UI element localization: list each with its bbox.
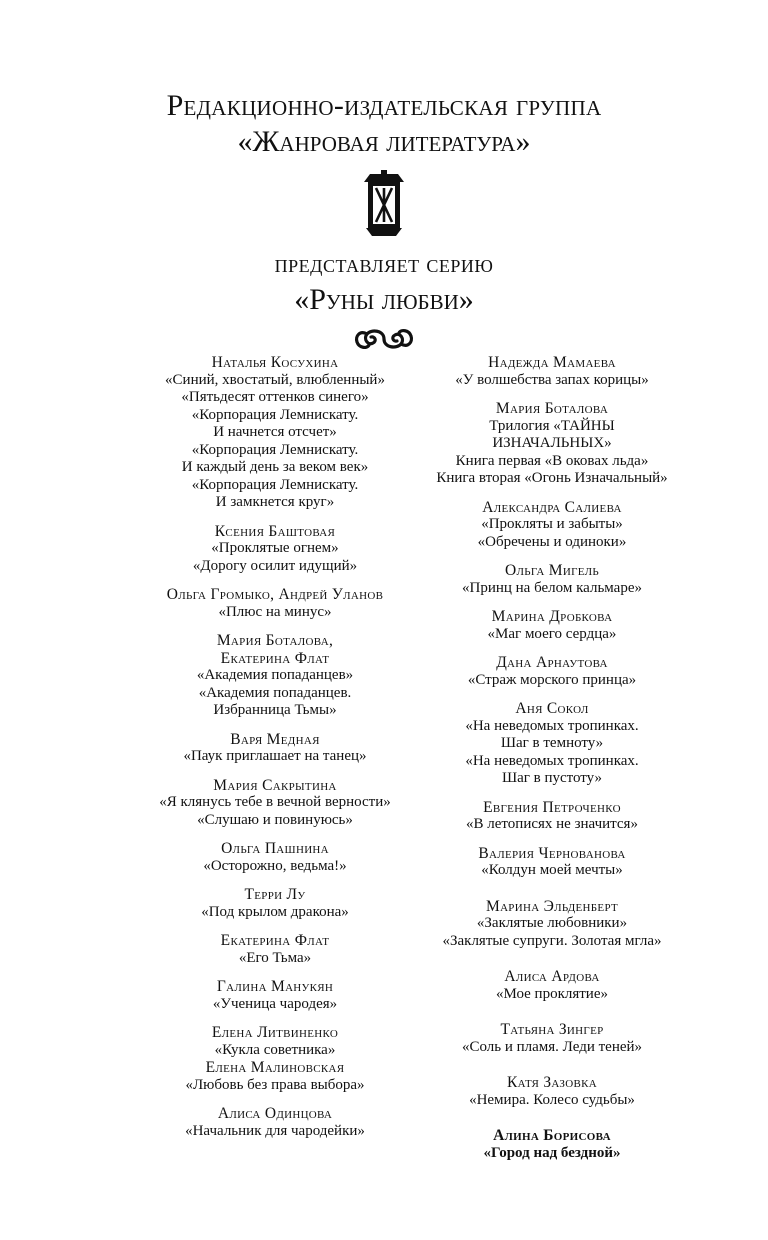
book-title: Книга вторая «Огонь Изначальный» [436,470,668,486]
catalog-entry [100,731,450,766]
author-name: Валерия Чернованова [478,844,626,862]
book-title: «Корпорация Лемнискату. [191,476,359,493]
left-column [100,354,450,1151]
publisher-title-line1: Редакционно-издательская группа [166,89,602,122]
catalog-entry [100,932,450,967]
book-title: «Корпорация Лемнискату. [191,441,359,458]
book-title: «Заклятые любовники» [476,915,628,931]
book-title: «Соль и пламя. Леди теней» [461,1038,643,1055]
catalog-entry [402,499,702,552]
author-name: Ольга Мигель [505,562,599,579]
author-name: Алина Борисова [493,1127,611,1144]
author-name: Евгения Петроченко [483,798,621,816]
catalog-entry [100,586,450,621]
author-name: Екатерина Флат [220,932,330,949]
header [0,88,768,352]
book-title: «Немира. Колесо судьбы» [469,1091,635,1108]
book-title: «Осторожно, ведьма!» [203,857,347,874]
author-name: Варя Медная [230,730,320,748]
book-title: Книга первая «В оковах льда» [455,452,649,469]
catalog-entry [402,1074,702,1109]
book-title: И замкнется круг» [215,494,335,510]
book-title: «Дорогу осилит идущий» [192,557,358,574]
catalog-entry [402,1021,702,1056]
book-title: «Начальник для чародейки» [185,1122,365,1139]
book-title: «Мое проклятие» [496,985,608,1002]
author-name: Марина Дробкова [491,608,613,625]
book-title: «На неведомых тропинках. [465,717,639,734]
catalog-entry [100,523,450,576]
author-name: Ольга Громыко, Андрей Уланов [166,586,384,603]
book-title: «Обречены и одиноки» [477,533,627,550]
author-name: Терри Лу [244,886,306,903]
catalog-entry [402,654,702,689]
book-title: «Академия попаданцев. [198,684,352,701]
lantern-logo-icon [360,170,408,236]
presents-series-label: представляет серию [274,251,494,278]
book-title: Шаг в темноту» [500,735,604,751]
catalog-entry [402,845,702,880]
book-title: «Синий, хвостатый, влюбленный» [165,371,385,388]
series-title: «Руны любви» [294,283,474,316]
book-title: «На неведомых тропинках. [465,752,639,769]
book-title: «Прокляты и забыты» [481,516,623,532]
author-name: Александра Салиева [482,498,622,516]
author-name: Мария Сакрытина [213,776,337,794]
catalog-entry [100,354,450,512]
author-name: Мария Боталова, [216,632,334,649]
catalog-entry [402,400,702,488]
book-title: «Под крылом дракона» [201,903,349,920]
author-name: Аня Сокол [515,700,589,717]
author-name: Елена Литвиненко [211,1024,339,1041]
book-title: ИЗНАЧАЛЬНЫХ» [492,435,612,451]
catalog-entry [402,898,702,951]
book-title: «Я клянусь тебе в вечной верности» [159,794,391,810]
catalog-entry [100,1024,450,1094]
author-name: Дана Арнаутова [496,654,608,671]
author-name: Наталья Косухина [211,354,339,371]
book-title: «Заклятые супруги. Золотая мгла» [442,932,662,949]
author-name: Алиса Ардова [504,968,600,985]
book-title: «Страж морского принца» [467,671,637,688]
author-name: Мария Боталова [495,400,609,417]
catalog-entry [402,799,702,834]
book-title: «У волшебства запах корицы» [455,371,649,388]
catalog-entry [402,1127,702,1162]
book-title: Шаг в пустоту» [501,770,603,786]
catalog-entry [402,608,702,643]
book-title: Трилогия «ТАЙНЫ [489,417,615,434]
catalog-entry [402,700,702,788]
book-title: И начнется отсчет» [213,424,337,440]
author-name: Ольга Пашнина [221,840,329,857]
catalog-entry [100,632,450,720]
author-name: Ксения Баштовая [214,522,336,540]
book-title: «Город над бездной» [483,1144,621,1161]
catalog-entry [100,840,450,875]
book-title: «Ученица чародея» [212,995,338,1012]
book-title: «В летописях не значится» [466,816,638,832]
publisher-title-line2: «Жанровая литература» [237,125,531,158]
book-title: «Колдун моей мечты» [481,862,623,878]
catalog-entry [402,562,702,597]
book-title: «Маг моего сердца» [487,625,617,642]
book-title: «Академия попаданцев» [196,667,354,683]
author-name: Екатерина Флат [220,649,330,667]
right-column [402,354,702,1173]
book-title: «Пятьдесят оттенков синего» [181,389,369,405]
author-name: Татьяна Зингер [500,1021,604,1038]
author-name: Алиса Одинцова [217,1105,333,1122]
book-title: Избранница Тьмы» [213,702,337,718]
catalog-entry [100,978,450,1013]
author-name: Надежда Мамаева [488,354,616,371]
author-name: Марина Эльденберт [485,897,619,915]
catalog-entry [100,777,450,830]
book-title: «Слушаю и повинуюсь» [197,811,353,828]
author-name: Катя Зазовка [507,1074,597,1091]
book-title: «Принц на белом кальмаре» [461,579,642,596]
book-title: «Кукла советника» [214,1041,336,1058]
catalog-entry [402,968,702,1003]
author-name: Елена Малиновская [205,1059,345,1076]
catalog-entry [100,1105,450,1140]
book-title: «Любовь без права выбора» [185,1076,365,1093]
author-name: Галина Манукян [216,978,334,995]
catalog-entry [402,354,702,389]
book-title: И каждый день за веком век» [181,459,369,475]
book-title: «Проклятые огнем» [211,540,339,556]
catalog-entry [100,886,450,921]
swirl-ornament-icon [353,326,415,352]
book-title: «Корпорация Лемнискату. [191,406,359,423]
book-title: «Его Тьма» [238,949,312,966]
book-title: «Паук приглашает на танец» [183,748,367,764]
book-title: «Плюс на минус» [218,603,332,620]
